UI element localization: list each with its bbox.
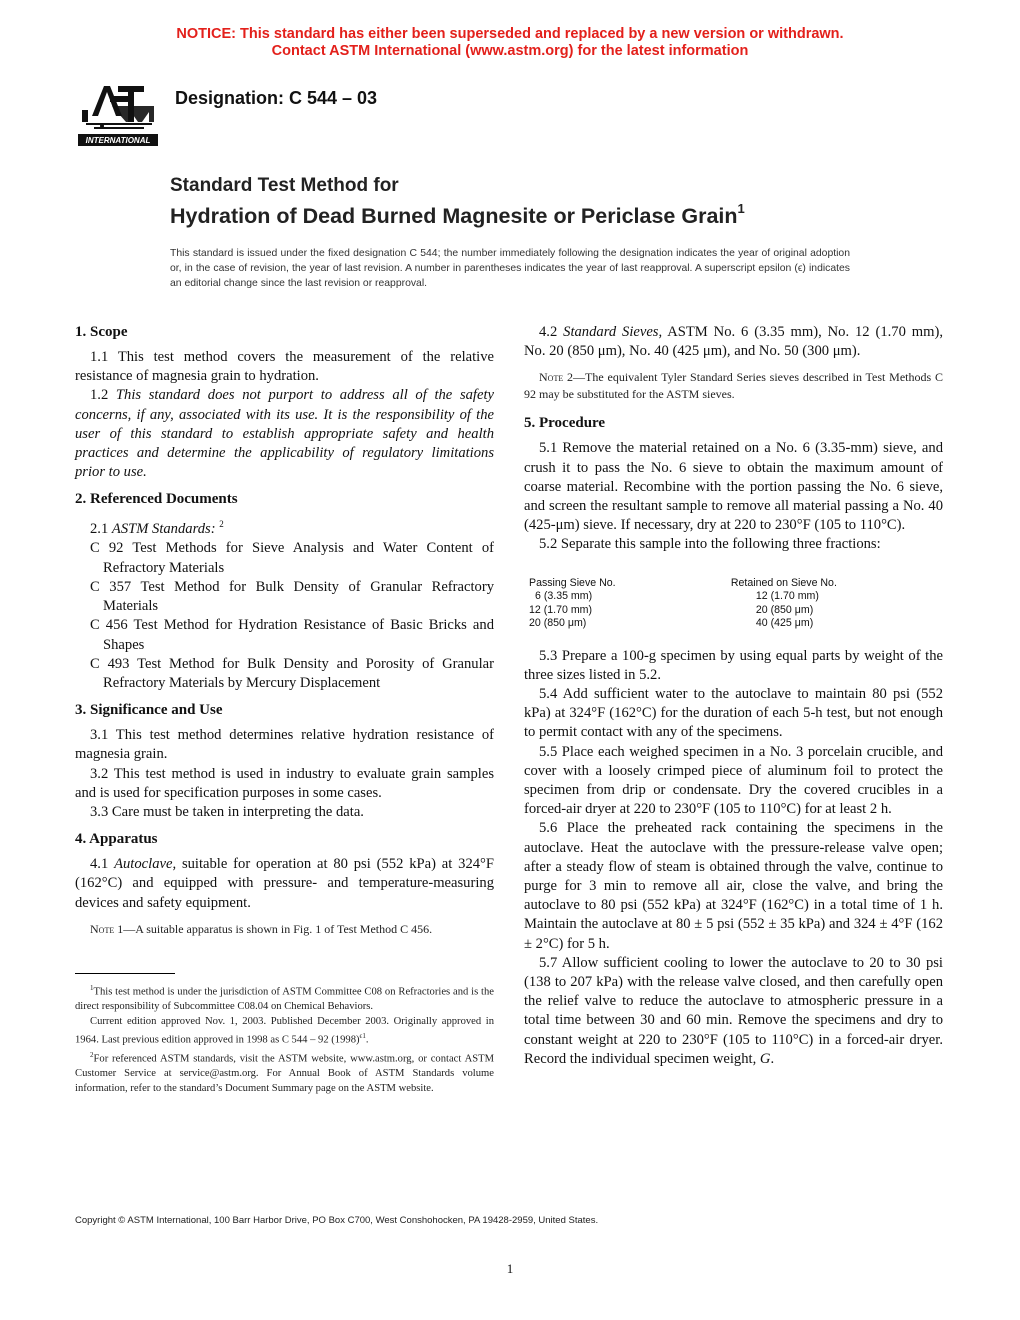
table-cell: 20 (850 μm) bbox=[529, 617, 587, 630]
scope-para-2: 1.2 This standard does not purport to address all of the safety concerns, if any, associated with its use. It is the responsibility of the user of this standard to establish appropriate safety and health practices and determine the applicability of regulatory limitations prior to use. bbox=[75, 387, 494, 481]
notice-line-1: NOTICE: This standard has either been superseded and replaced by a new version or withdrawn. bbox=[176, 26, 844, 42]
procedure-para-5: 5.5 Place each weighed specimen in a No. 3 porcelain crucible, and cover with a loosely crimped piece of aluminum foil to protect the specimen from drip or condensate. Dry the covered crucibles in a forced-air dryer at 220 to 230°F (105 to 110°C) for at least 2 h. bbox=[524, 743, 943, 818]
ref-item: C 357 Test Method for Bulk Density of Granular Refractory Materials bbox=[90, 578, 494, 615]
table-cell: 12 (1.70 mm) bbox=[755, 590, 819, 603]
scope-heading: 1. Scope bbox=[75, 324, 128, 340]
ref-item: C 92 Test Methods for Sieve Analysis and Water Content of Refractory Materials bbox=[90, 540, 494, 576]
fractions-table bbox=[524, 577, 943, 631]
ref-item: C 456 Test Method for Hydration Resistance of Basic Bricks and Shapes bbox=[90, 617, 494, 653]
apparatus-para-1: 4.1 Autoclave, suitable for operation at 80 psi (552 kPa) at 324°F (162°C) and equipped with pressure- and temperature-measuring devices and safety equipment. bbox=[75, 856, 495, 911]
procedure-para-4: 5.4 Add sufficient water to the autoclave to maintain 80 psi (552 kPa) at 324°F (162°C) for the duration of each 5-h test, but not enough to permit contact with any of the specimens. bbox=[524, 686, 943, 741]
significance-para-3: 3.3 Care must be taken in interpreting the data. bbox=[90, 803, 364, 820]
footnote-1b: Current edition approved Nov. 1, 2003. Published December 2003. Originally approved in 1964. Last previous edition approved in 1998 as C 544 – 92 $(1998)^{\epsilon 1}$. bbox=[75, 1015, 494, 1046]
note-1: Note 1—A suitable apparatus is shown in Fig. 1 of Test Method C 456. bbox=[90, 921, 433, 936]
scope-para-1: 1.1 This test method covers the measurement of the relative resistance of magnesia grain to hydration. bbox=[75, 349, 494, 385]
significance-para-2: 3.2 This test method is used in industry to evaluate grain samples and is used for specification purposes in some cases. bbox=[75, 765, 494, 801]
significance-heading: 3. Significance and Use bbox=[75, 702, 223, 719]
title-footnote-mark: 1 bbox=[737, 201, 745, 216]
procedure-para-2: 5.2 Separate this sample into the following three fractions: bbox=[539, 536, 881, 553]
apparatus-para-2: 4.2 Standard Sieves, ASTM No. 6 (3.35 mm), No. 12 (1.70 mm), No. 20 (850 μm), No. 40 (425 μm), and No. 50 (300 μm). bbox=[524, 324, 944, 360]
table-header-row bbox=[524, 577, 943, 591]
footnote-1: $^1$This test method is under the jurisdiction of ASTM Committee C08 on Refractories and is the direct responsibility of Subcommittee C08.04 on Chemical Behaviors. bbox=[75, 984, 494, 1013]
table-header: Retained on Sieve No. bbox=[730, 576, 837, 589]
astm-logo-subtext: INTERNATIONAL bbox=[85, 136, 151, 145]
designation: Designation: C 544 – 03 bbox=[175, 88, 378, 108]
title-line-2: Hydration of Dead Burned Magnesite or Periclase Grain$^1$ bbox=[170, 201, 745, 229]
ref-item: C 493 Test Method for Bulk Density and Porosity of Granular Refractory Materials by Mercury Displacement bbox=[90, 655, 494, 691]
page-number: 1 bbox=[506, 1261, 514, 1276]
refdocs-subheading: 2.1 ASTM Standards: $^2$ bbox=[90, 519, 224, 538]
table-row bbox=[524, 590, 943, 604]
table-row bbox=[524, 617, 943, 631]
intro-paragraph: This standard is issued under the fixed designation C 544; the number immediately following the designation indicates the year of original adoption or, in the case of revision, the year of last revision. A number in parentheses indicates the year of last reapproval. A superscript epsilon (ϵ) indicates an editorial change since the last revision or reapproval. bbox=[170, 248, 850, 289]
table-cell: 12 (1.70 mm) bbox=[529, 603, 592, 616]
table-row bbox=[524, 604, 943, 618]
footnote-rule bbox=[75, 973, 175, 974]
table-cell: 6 (3.35 mm) bbox=[535, 590, 593, 603]
table-cell: 20 (850 μm) bbox=[755, 603, 814, 616]
apparatus-heading: 4. Apparatus bbox=[75, 831, 158, 848]
procedure-para-6: 5.6 Place the preheated rack containing the specimens in the autoclave. Heat the autoclave with the pressure-release valve open; after a steady flow of steam is obtained through the valve, continue to purge for 3 min to remove all air, close the valve, and bring the autoclave to 80 psi (552 kPa) at 324°F (162°C) in a total time of 1 h. Maintain the autoclave at 80 ± 5 psi (552 ± 35 kPa) and 324 ± 4°F (162 ± 2°C) for 5 h. bbox=[524, 820, 943, 952]
note-2: Note 2—The equivalent Tyler Standard Series sieves described in Test Methods C 92 may be substituted for the ASTM sieves. bbox=[524, 370, 943, 401]
procedure-para-1: 5.1 Remove the material retained on a No. 6 (3.35-mm) sieve, and crush it to pass the No. 6 sieve to obtain the maximum amount of coarse material. Recombine with the portion passing the No. 6 sieve, and screen the resultant sample to remove all material passing a No. 40 (425-μm) sieve. If necessary, dry at 220 to 230°F (105 to 110°C). bbox=[524, 440, 943, 534]
significance-para-1: 3.1 This test method determines relative hydration resistance of magnesia grain. bbox=[75, 727, 494, 763]
title-line-1: Standard Test Method for bbox=[170, 175, 399, 196]
procedure-para-7: 5.7 Allow sufficient cooling to lower the autoclave to 20 to 30 psi (138 to 207 kPa) with the release valve closed, and then carefully open the relief valve to reduce the autoclave to atmospheric pressure in a total time between 30 and 60 min. Remove the specimens and dry to constant weight at 220 to 230°F (105 to 110°C) in a forced-air dryer. Record the individual specimen weight, G. bbox=[524, 954, 943, 1067]
document-title bbox=[170, 174, 745, 229]
table-header: Passing Sieve No. bbox=[529, 576, 616, 589]
copyright-line: Copyright © ASTM International, 100 Barr Harbor Drive, PO Box C700, West Conshohocken, PA 19428-2959, United States. bbox=[75, 1215, 599, 1226]
footnote-2: $^2$For referenced ASTM standards, visit the ASTM website, www.astm.org, or contact ASTM Customer Service at service@astm.org. For Annual Book of ASTM Standards volume information, refer to the standard’s Document Summary page on the ASTM website. bbox=[75, 1051, 494, 1094]
procedure-heading: 5. Procedure bbox=[524, 415, 606, 432]
procedure-para-3: 5.3 Prepare a 100-g specimen by using equal parts by weight of the three sizes listed in 5.2. bbox=[524, 647, 943, 683]
left-column bbox=[75, 323, 494, 1096]
refdocs-heading: 2. Referenced Documents bbox=[75, 491, 238, 508]
astm-logo bbox=[72, 76, 162, 152]
right-column bbox=[524, 323, 943, 1069]
table-cell: 40 (425 μm) bbox=[755, 617, 814, 630]
notice-banner bbox=[0, 26, 1020, 60]
notice-line-2: Contact ASTM International (www.astm.org) for the latest information bbox=[271, 43, 749, 59]
